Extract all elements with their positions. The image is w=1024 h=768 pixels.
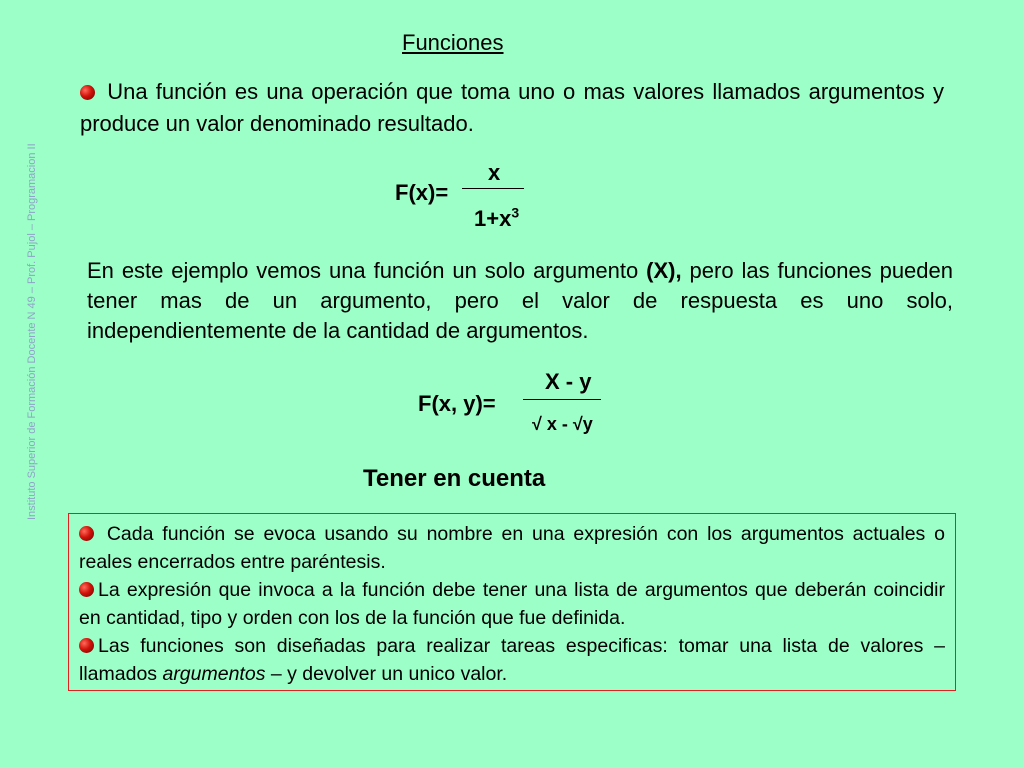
formula1-lhs: F(x)= xyxy=(395,180,449,205)
example-paragraph xyxy=(87,256,953,346)
red-bullet-icon xyxy=(79,526,94,541)
formula2-denominator: √ x - √y xyxy=(532,414,593,434)
formula1-denominator-exponent: 3 xyxy=(511,204,520,221)
note-heading: Tener en cuenta xyxy=(363,465,546,492)
example-text-bold: (X), xyxy=(646,258,682,283)
page-title: Funciones xyxy=(402,30,504,55)
side-watermark-text: Instituto Superior de Formación Docente N 49 – Prof. Pujol – Programacion II xyxy=(26,143,38,520)
formula2-lhs: F(x, y)= xyxy=(418,391,496,416)
note-item-3: Las funciones son diseñadas para realizar tareas especificas: tomar una lista de valores – llamados argumentos – y devolver un unico valor. xyxy=(79,635,945,685)
formula1-fraction-bar xyxy=(462,188,524,189)
definition-paragraph xyxy=(80,76,944,140)
formula2-numerator: X - y xyxy=(545,369,592,394)
example-text-end: pero las funciones pueden tener mas de un argumento, pero el valor de respuesta es uno solo, independientemente de la cantidad de argumentos. xyxy=(87,258,954,343)
formula1-denominator-base: 1+x xyxy=(474,206,512,231)
definition-text: Una función es una operación que toma uno o mas valores llamados argumentos y produce un valor denominado resultado. xyxy=(80,79,944,136)
example-text-start: En este ejemplo vemos una función un solo argumento xyxy=(87,258,647,283)
note-item-1: Cada función se evoca usando su nombre en una expresión con los argumentos actuales o reales encerrados entre paréntesis. xyxy=(79,523,945,573)
formula1-denominator xyxy=(474,206,519,232)
red-bullet-icon xyxy=(80,85,95,100)
note-item-2: La expresión que invoca a la función debe tener una lista de argumentos que deberán coincidir en cantidad, tipo y orden con los de la función que fue definida. xyxy=(79,579,945,629)
notes-box xyxy=(68,513,956,691)
formula1-numerator: x xyxy=(488,160,501,185)
red-bullet-icon xyxy=(79,638,94,653)
red-bullet-icon xyxy=(79,582,94,597)
formula2-fraction-bar xyxy=(523,399,601,400)
